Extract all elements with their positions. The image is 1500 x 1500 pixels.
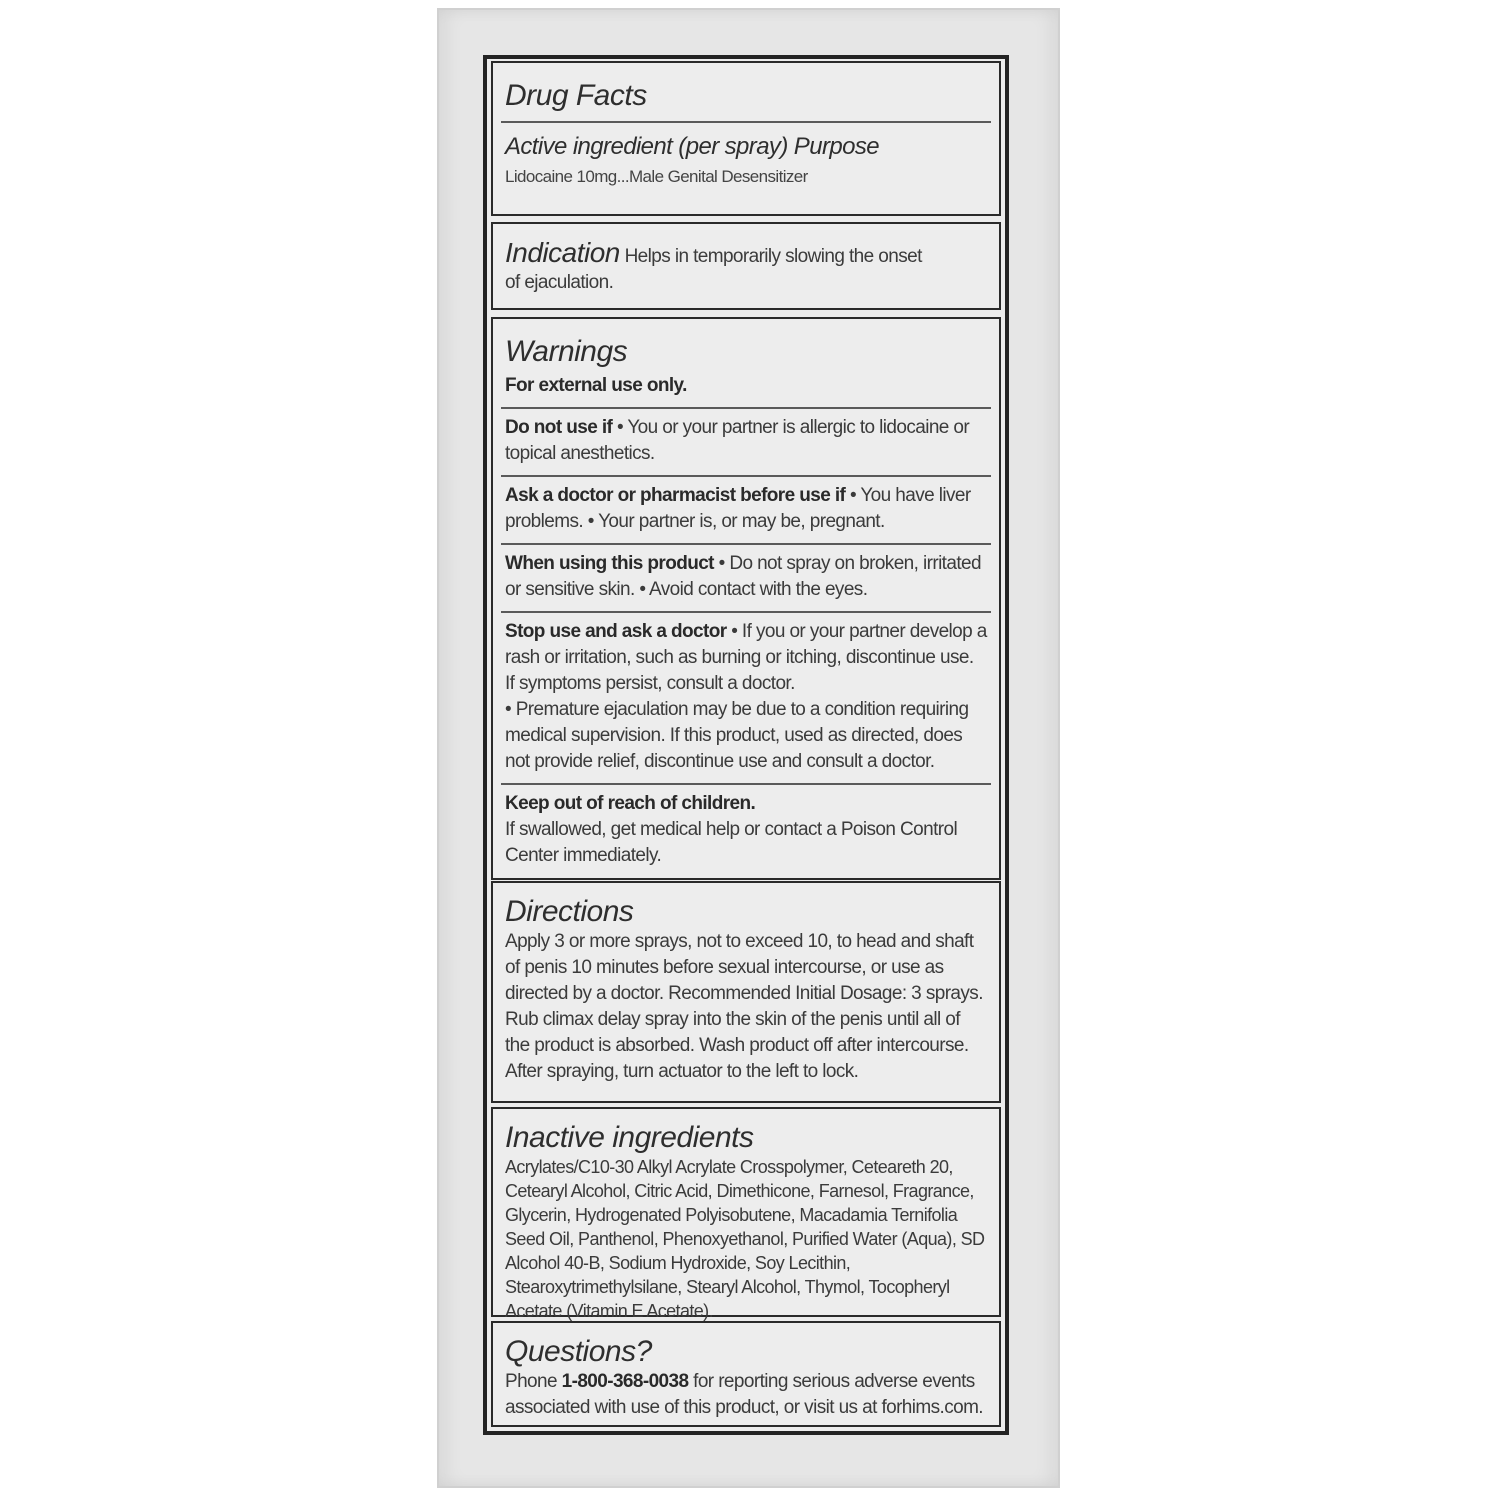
active-ingredient-line: Lidocaine 10mg...Male Genital Desensitizer [505,167,808,186]
inactive-ingredients-section [491,1107,1001,1321]
do-not-use-label: Do not use if [505,417,613,438]
inactive-ingredients-text: Acrylates/C10-30 Alkyl Acrylate Crosspolymer, Ceteareth 20, Cetearyl Alcohol, Citric Acid, Dimethicone, Farnesol, Fragrance, Glycerin, Hydrogenated Polyisobutene, Macadamia Ternifolia Seed Oil, Panthenol, Phenoxyethanol, Purified Water (Aqua), SD Alcohol 40-B, Sodium Hydroxide, Soy Lecithin, Stearoxytrimethylsilane, Stearyl Alcohol, Thymol, Tocopheryl Acetate (Vitamin E Acetate). [505,1157,985,1321]
ask-doctor-text: • You have liver problems. • Your partner is, or may be, pregnant. [505,485,971,532]
do-not-use-block [505,409,987,475]
ask-doctor-label: Ask a doctor or pharmacist before use if [505,485,846,506]
indication-section [491,222,1001,310]
when-using-block [505,545,987,611]
drug-facts-title: Drug Facts [505,79,647,112]
questions-heading: Questions? [505,1335,652,1368]
indication-text-2: of ejaculation. [505,272,614,293]
stop-use-label: Stop use and ask a doctor [505,621,727,642]
active-ingredient-section [491,61,1001,216]
questions-section [491,1321,1001,1427]
active-ingredient-heading: Active ingredient (per spray) Purpose [505,133,879,160]
stop-use-block [505,613,987,783]
external-use-text: For external use only. [505,375,687,396]
warnings-section [491,317,1001,880]
phone-number: 1-800-368-0038 [561,1371,689,1392]
directions-text: Apply 3 or more sprays, not to exceed 10, to head and shaft of penis 10 minutes before sexual intercourse, or use as directed by a doctor. Recommended Initial Dosage: 3 sprays. Rub climax delay spray into the skin of the penis until all of the product is absorbed. Wash product off after intercourse. After spraying, turn actuator to the left to lock. [505,931,983,1082]
warnings-heading: Warnings [505,335,628,368]
when-using-text: • Do not spray on broken, irritated or sensitive skin. • Avoid contact with the eyes. [505,553,981,600]
do-not-use-text: • You or your partner is allergic to lidocaine or topical anesthetics. [505,417,970,464]
directions-heading: Directions [505,895,634,928]
when-using-label: When using this product [505,553,714,574]
ask-doctor-block [505,477,987,543]
stop-use-text: • If you or your partner develop a rash or irritation, such as burning or itching, discontinue use. If symptoms persist, consult a doctor. [505,621,987,694]
keep-out-text: If swallowed, get medical help or contact a Poison Control Center immediately. [505,819,958,866]
questions-text: for reporting serious adverse events associated with use of this product, or visit us at forhims.com. [505,1371,983,1418]
indication-heading: Indication [505,237,620,268]
divider [501,121,991,123]
keep-out-block [505,785,987,877]
indication-text-1: Helps in temporarily slowing the onset [624,246,922,267]
inactive-ingredients-heading: Inactive ingredients [505,1121,754,1154]
drug-facts-panel [483,55,1009,1435]
keep-out-label: Keep out of reach of children. [505,793,756,814]
stop-use-text-2: • Premature ejaculation may be due to a condition requiring medical supervision. If this product, used as directed, does not provide relief, discontinue use and consult a doctor. [505,699,969,772]
directions-section [491,881,1001,1103]
phone-prefix: Phone [505,1371,557,1392]
